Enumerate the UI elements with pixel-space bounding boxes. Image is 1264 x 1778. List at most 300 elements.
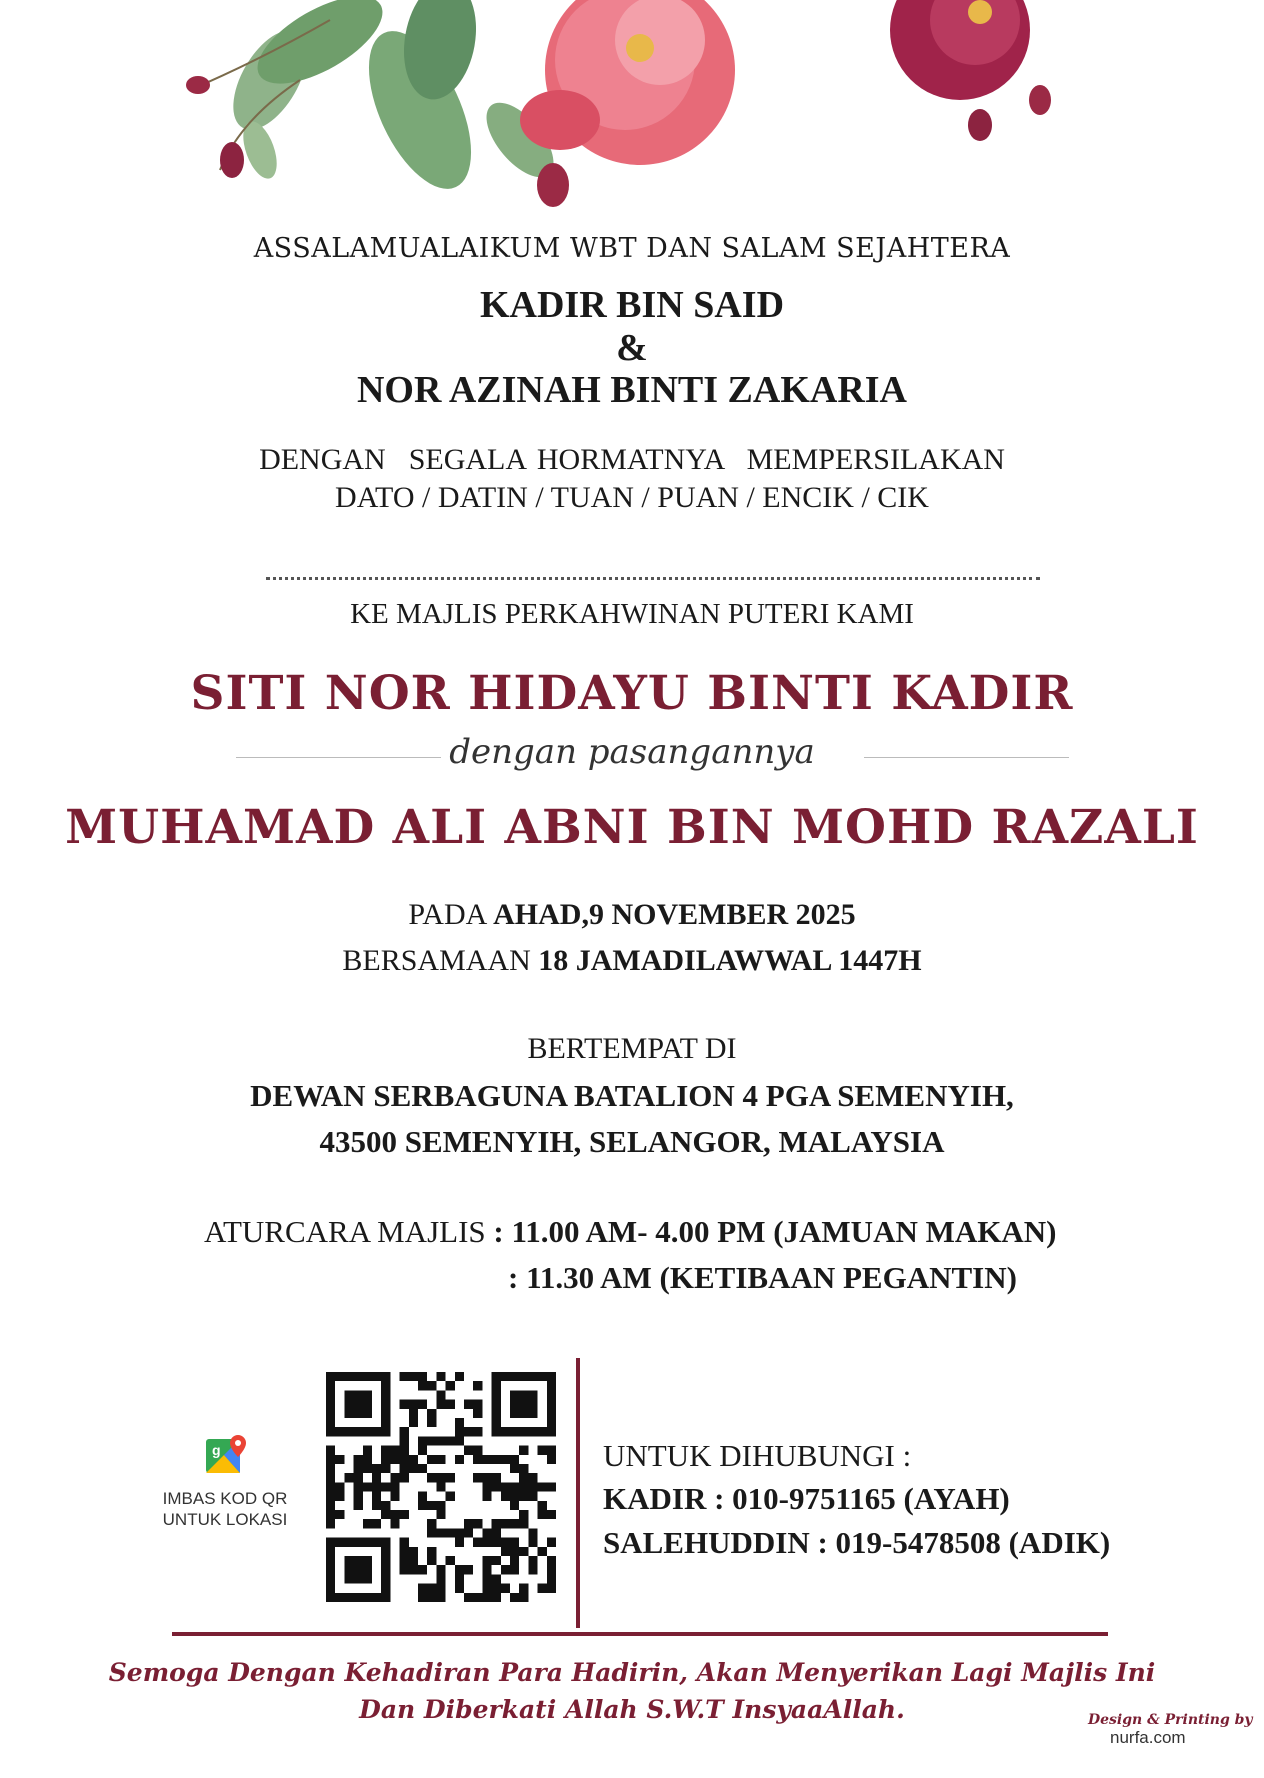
date-gregorian: AHAD,9 NOVEMBER 2025 [493, 898, 856, 931]
qr-module [326, 1473, 335, 1482]
qr-module [381, 1372, 390, 1381]
qr-module [381, 1510, 390, 1519]
qr-module [400, 1427, 409, 1436]
qr-module [326, 1381, 335, 1390]
qr-module [510, 1372, 519, 1381]
qr-module [446, 1528, 455, 1537]
qr-module [418, 1584, 427, 1593]
qr-module [482, 1565, 491, 1574]
ampersand: & [616, 327, 648, 369]
qr-module [547, 1446, 556, 1455]
venue-line-2: 43500 SEMENYIH, SELANGOR, MALAYSIA [319, 1124, 945, 1159]
qr-module [400, 1372, 409, 1381]
qr-module [390, 1473, 399, 1482]
qr-module [446, 1492, 455, 1501]
qr-module [492, 1400, 501, 1409]
qr-module [492, 1556, 501, 1565]
qr-module [519, 1390, 528, 1399]
hijri-prefix: BERSAMAAN [342, 944, 539, 977]
qr-module [335, 1455, 344, 1464]
qr-module [372, 1593, 381, 1602]
qr-module [344, 1409, 353, 1418]
qr-module [455, 1372, 464, 1381]
qr-module [381, 1400, 390, 1409]
magenta-flower [890, 0, 1030, 100]
pink-peony [520, 0, 735, 165]
qr-module [326, 1501, 335, 1510]
qr-module [354, 1593, 363, 1602]
qr-module [501, 1455, 510, 1464]
qr-module [326, 1482, 335, 1491]
qr-module [436, 1510, 445, 1519]
design-credit-site: nurfa.com [1110, 1728, 1186, 1747]
qr-module [409, 1418, 418, 1427]
qr-module [326, 1510, 335, 1519]
qr-module [427, 1556, 436, 1565]
qr-module [326, 1556, 335, 1565]
venue-line-1: DEWAN SERBAGUNA BATALION 4 PGA SEMENYIH, [250, 1078, 1014, 1113]
qr-module [528, 1473, 537, 1482]
father-name: KADIR BIN SAID [479, 284, 785, 326]
qr-module [519, 1473, 528, 1482]
qr-module [464, 1519, 473, 1528]
qr-module [326, 1593, 335, 1602]
qr-module [427, 1418, 436, 1427]
qr-module [335, 1593, 344, 1602]
qr-module [482, 1473, 491, 1482]
qr-module [436, 1501, 445, 1510]
qr-module [344, 1473, 353, 1482]
qr-module [455, 1565, 464, 1574]
qr-module [528, 1565, 537, 1574]
qr-module [326, 1427, 335, 1436]
qr-module [381, 1464, 390, 1473]
qr-module [473, 1381, 482, 1390]
schedule-item-1: : 11.00 AM- 4.00 PM (JAMUAN MAKAN) [493, 1214, 1057, 1249]
qr-module [372, 1501, 381, 1510]
qr-module [482, 1593, 491, 1602]
qr-module [400, 1473, 409, 1482]
qr-module [344, 1400, 353, 1409]
qr-module [372, 1538, 381, 1547]
design-credit-label: Design & Printing by [1088, 1712, 1253, 1728]
qr-module [464, 1565, 473, 1574]
qr-module [510, 1492, 519, 1501]
qr-module [436, 1436, 445, 1445]
qr-module [354, 1455, 363, 1464]
svg-text:g: g [212, 1442, 221, 1458]
qr-module [446, 1381, 455, 1390]
qr-module [372, 1372, 381, 1381]
qr-module [528, 1372, 537, 1381]
qr-module [363, 1556, 372, 1565]
qr-module [344, 1556, 353, 1565]
qr-module [409, 1372, 418, 1381]
qr-module [326, 1372, 335, 1381]
schedule-item-2: : 11.30 AM (KETIBAAN PEGANTIN) [508, 1260, 1017, 1295]
qr-module [344, 1427, 353, 1436]
qr-module [409, 1409, 418, 1418]
qr-module [547, 1455, 556, 1464]
qr-module [473, 1455, 482, 1464]
qr-module [354, 1574, 363, 1583]
qr-module [372, 1519, 381, 1528]
qr-module [326, 1390, 335, 1399]
qr-module [344, 1372, 353, 1381]
qr-module [381, 1501, 390, 1510]
qr-module [528, 1409, 537, 1418]
qr-module [464, 1446, 473, 1455]
qr-module [446, 1473, 455, 1482]
qr-module [326, 1492, 335, 1501]
qr-module [326, 1538, 335, 1547]
qr-module [400, 1538, 409, 1547]
qr-module [335, 1427, 344, 1436]
qr-module [335, 1372, 344, 1381]
qr-module [464, 1400, 473, 1409]
qr-module [528, 1556, 537, 1565]
qr-module [547, 1565, 556, 1574]
qr-module [519, 1427, 528, 1436]
closing-line-2: Dan Diberkati Allah S.W.T InsyaaAllah. [359, 1695, 905, 1724]
occasion-text: KE MAJLIS PERKAHWINAN PUTERI KAMI [350, 598, 914, 630]
qr-module [409, 1547, 418, 1556]
qr-module [519, 1409, 528, 1418]
qr-module [427, 1409, 436, 1418]
qr-module [381, 1584, 390, 1593]
qr-module [519, 1372, 528, 1381]
qr-module [492, 1427, 501, 1436]
qr-module [344, 1565, 353, 1574]
qr-module [538, 1427, 547, 1436]
qr-module [547, 1556, 556, 1565]
contact-title: UNTUK DIHUBUNGI : [603, 1438, 912, 1473]
qr-module [510, 1409, 519, 1418]
bride-name: SITI NOR HIDAYU BINTI KADIR [190, 666, 1074, 721]
qr-module [381, 1593, 390, 1602]
qr-module [418, 1381, 427, 1390]
qr-module [363, 1409, 372, 1418]
qr-module [455, 1418, 464, 1427]
qr-module [538, 1372, 547, 1381]
qr-code[interactable] [326, 1372, 556, 1602]
qr-module [547, 1409, 556, 1418]
qr-module [363, 1519, 372, 1528]
qr-module [455, 1584, 464, 1593]
qr-module [400, 1464, 409, 1473]
qr-module [455, 1538, 464, 1547]
qr-module [547, 1400, 556, 1409]
qr-module [519, 1593, 528, 1602]
date-hijri: 18 JAMADILAWWAL 1447H [538, 944, 922, 977]
qr-module [510, 1547, 519, 1556]
qr-module [455, 1455, 464, 1464]
qr-module [400, 1446, 409, 1455]
qr-module [409, 1455, 418, 1464]
qr-module [492, 1473, 501, 1482]
qr-module [326, 1446, 335, 1455]
qr-module [354, 1473, 363, 1482]
qr-module [473, 1400, 482, 1409]
qr-module [455, 1528, 464, 1537]
qr-module [436, 1473, 445, 1482]
qr-module [363, 1482, 372, 1491]
qr-module [436, 1528, 445, 1537]
venue-label: BERTEMPAT DI [527, 1032, 737, 1065]
qr-module [381, 1574, 390, 1583]
qr-module [528, 1390, 537, 1399]
qr-module [326, 1574, 335, 1583]
floral-decoration [0, 0, 1264, 220]
qr-module [427, 1584, 436, 1593]
mother-name: NOR AZINAH BINTI ZAKARIA [356, 369, 908, 411]
connector-script: dengan pasangannya [449, 732, 815, 772]
qr-module [381, 1418, 390, 1427]
qr-module [473, 1593, 482, 1602]
qr-module [538, 1510, 547, 1519]
schedule-line-1 [204, 1214, 1056, 1250]
qr-module [427, 1593, 436, 1602]
qr-module [381, 1390, 390, 1399]
qr-module [344, 1593, 353, 1602]
leaves [190, 0, 566, 204]
qr-module [547, 1372, 556, 1381]
qr-module [436, 1400, 445, 1409]
qr-module [519, 1492, 528, 1501]
schedule-label: ATURCARA MAJLIS [204, 1214, 494, 1249]
qr-module [418, 1492, 427, 1501]
qr-module [473, 1409, 482, 1418]
qr-module [547, 1510, 556, 1519]
qr-module [381, 1427, 390, 1436]
qr-module [519, 1519, 528, 1528]
qr-module [326, 1418, 335, 1427]
qr-module [427, 1519, 436, 1528]
groom-name: MUHAMAD ALI ABNI BIN MOHD RAZALI [65, 800, 1199, 855]
qr-module [482, 1574, 491, 1583]
qr-module [400, 1547, 409, 1556]
qr-module [547, 1427, 556, 1436]
qr-module [492, 1390, 501, 1399]
qr-module [501, 1538, 510, 1547]
invitation-line-1: DENGAN SEGALA HORMATNYA MEMPERSILAKAN [259, 443, 1005, 476]
horizontal-divider [172, 1632, 1108, 1636]
qr-module [363, 1574, 372, 1583]
qr-module [354, 1400, 363, 1409]
qr-module [363, 1538, 372, 1547]
qr-module [344, 1574, 353, 1583]
qr-module [492, 1538, 501, 1547]
qr-module [464, 1427, 473, 1436]
qr-module [418, 1565, 427, 1574]
qr-module [538, 1547, 547, 1556]
qr-module [436, 1584, 445, 1593]
qr-module [418, 1501, 427, 1510]
qr-module [363, 1390, 372, 1399]
qr-module [501, 1427, 510, 1436]
qr-module [372, 1492, 381, 1501]
qr-module [326, 1519, 335, 1528]
qr-module [547, 1482, 556, 1491]
qr-module [482, 1556, 491, 1565]
qr-caption-line-2: UNTUK LOKASI [162, 1510, 288, 1530]
qr-module [390, 1482, 399, 1491]
qr-module [326, 1409, 335, 1418]
qr-module [446, 1436, 455, 1445]
qr-module [381, 1381, 390, 1390]
qr-module [400, 1436, 409, 1445]
qr-module [455, 1436, 464, 1445]
qr-module [326, 1584, 335, 1593]
qr-module [418, 1446, 427, 1455]
qr-module [547, 1584, 556, 1593]
qr-module [363, 1464, 372, 1473]
qr-module [354, 1492, 363, 1501]
qr-module [519, 1464, 528, 1473]
qr-module [354, 1538, 363, 1547]
qr-module [354, 1565, 363, 1574]
qr-module [390, 1455, 399, 1464]
qr-module [381, 1446, 390, 1455]
qr-module [519, 1446, 528, 1455]
qr-module [501, 1565, 510, 1574]
qr-module [390, 1492, 399, 1501]
qr-module [372, 1482, 381, 1491]
qr-module [381, 1556, 390, 1565]
qr-module [510, 1390, 519, 1399]
qr-module [354, 1501, 363, 1510]
date-gregorian-line [0, 898, 1264, 932]
qr-module [418, 1372, 427, 1381]
qr-module [482, 1584, 491, 1593]
qr-module [427, 1436, 436, 1445]
qr-module [482, 1455, 491, 1464]
qr-module [418, 1593, 427, 1602]
qr-module [418, 1436, 427, 1445]
qr-module [519, 1482, 528, 1491]
qr-module [510, 1455, 519, 1464]
qr-module [519, 1547, 528, 1556]
qr-caption-line-1: IMBAS KOD QR [162, 1489, 288, 1508]
qr-module [427, 1381, 436, 1390]
qr-module [326, 1455, 335, 1464]
qr-module [547, 1418, 556, 1427]
qr-module [547, 1574, 556, 1583]
qr-module [344, 1390, 353, 1399]
qr-module [400, 1400, 409, 1409]
qr-module [363, 1565, 372, 1574]
qr-module [427, 1473, 436, 1482]
qr-module [510, 1593, 519, 1602]
qr-module [482, 1482, 491, 1491]
qr-module [390, 1519, 399, 1528]
qr-caption [150, 1488, 300, 1531]
qr-module [501, 1519, 510, 1528]
qr-module [427, 1501, 436, 1510]
qr-module [363, 1372, 372, 1381]
qr-module [482, 1538, 491, 1547]
qr-module [409, 1400, 418, 1409]
qr-module [492, 1482, 501, 1491]
qr-module [510, 1427, 519, 1436]
qr-module [492, 1519, 501, 1528]
qr-module [409, 1565, 418, 1574]
qr-module [538, 1446, 547, 1455]
qr-module [326, 1565, 335, 1574]
qr-module [464, 1593, 473, 1602]
divider-right [864, 757, 1069, 758]
qr-module [482, 1528, 491, 1537]
qr-module [455, 1574, 464, 1583]
qr-module [510, 1400, 519, 1409]
qr-module [427, 1547, 436, 1556]
qr-module [381, 1547, 390, 1556]
qr-module [427, 1528, 436, 1537]
greeting: ASSALAMUALAIKUM WBT DAN SALAM SEJAHTERA [253, 233, 1011, 264]
qr-module [510, 1519, 519, 1528]
qr-module [473, 1538, 482, 1547]
qr-module [400, 1510, 409, 1519]
qr-module [354, 1390, 363, 1399]
qr-module [436, 1390, 445, 1399]
qr-module [501, 1492, 510, 1501]
qr-module [492, 1418, 501, 1427]
qr-module [528, 1427, 537, 1436]
qr-module [455, 1427, 464, 1436]
qr-module [381, 1409, 390, 1418]
qr-module [400, 1455, 409, 1464]
qr-module [473, 1473, 482, 1482]
qr-module [492, 1528, 501, 1537]
qr-module [519, 1584, 528, 1593]
qr-module [363, 1446, 372, 1455]
qr-module [418, 1400, 427, 1409]
qr-module [363, 1455, 372, 1464]
qr-module [400, 1556, 409, 1565]
date-prefix: PADA [408, 898, 494, 931]
qr-module [381, 1538, 390, 1547]
invitation-line-2: DATO / DATIN / TUAN / PUAN / ENCIK / CIK [335, 481, 929, 514]
qr-module [510, 1482, 519, 1491]
qr-module [446, 1400, 455, 1409]
qr-module [436, 1565, 445, 1574]
qr-module [538, 1482, 547, 1491]
qr-module [547, 1538, 556, 1547]
qr-module [335, 1510, 344, 1519]
qr-module [354, 1464, 363, 1473]
qr-module [390, 1446, 399, 1455]
qr-module [446, 1556, 455, 1565]
qr-module [492, 1455, 501, 1464]
qr-module [390, 1510, 399, 1519]
qr-module [538, 1501, 547, 1510]
qr-module [436, 1372, 445, 1381]
guest-name-blank-line [266, 577, 1040, 580]
qr-module [372, 1464, 381, 1473]
qr-module [344, 1538, 353, 1547]
qr-module [354, 1372, 363, 1381]
qr-module [436, 1593, 445, 1602]
qr-module [354, 1482, 363, 1491]
date-hijri-line [0, 944, 1264, 978]
qr-module [492, 1381, 501, 1390]
qr-module [519, 1510, 528, 1519]
qr-module [547, 1381, 556, 1390]
qr-module [510, 1538, 519, 1547]
qr-module [492, 1372, 501, 1381]
qr-module [418, 1464, 427, 1473]
qr-module [335, 1492, 344, 1501]
